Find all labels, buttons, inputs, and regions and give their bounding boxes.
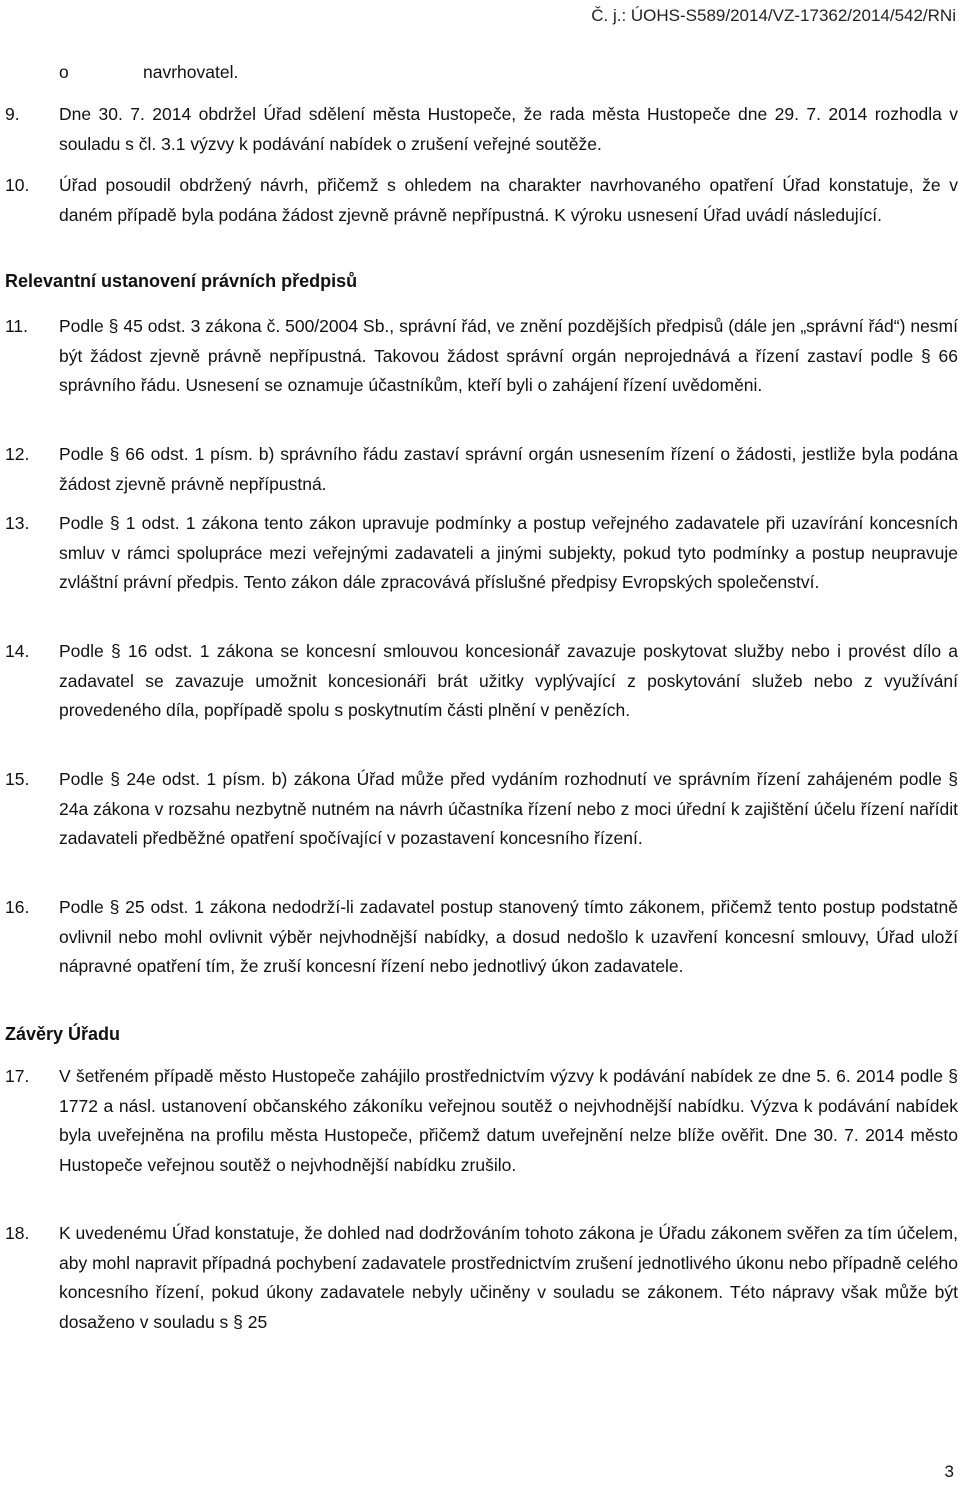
paragraph-number: 12.	[5, 444, 30, 464]
paragraph-text: Úřad posoudil obdržený návrh, přičemž s ohledem na charakter navrhovaného opatření Úřad konstatuje, že v daném případě byla podána žádost zjevně právně nepřípustná. K výroku usnesení Úřad uvádí následující.	[59, 175, 958, 225]
paragraph-14	[5, 637, 958, 726]
paragraph-number: 14.	[5, 641, 30, 661]
paragraph-number: 9.	[5, 104, 20, 124]
paragraph-text: K uvedenému Úřad konstatuje, že dohled nad dodržováním tohoto zákona je Úřadu zákonem svěřen za tím účelem, aby mohl napravit případná pochybení zadavatele prostřednictvím zrušení jednotlivého úkonu nebo případně celého koncesního řízení, pokud úkony zadavatele nebyly učiněny v souladu se zákonem. Této nápravy však může být dosaženo v souladu s § 25	[59, 1223, 958, 1332]
paragraph-number: 15.	[5, 769, 30, 789]
section-heading-relevant: Relevantní ustanovení právních předpisů	[5, 271, 358, 291]
case-reference: Č. j.: ÚOHS-S589/2014/VZ-17362/2014/542/RNi	[591, 6, 956, 25]
bullet-text: navrhovatel.	[143, 62, 239, 82]
paragraph-number: 18.	[5, 1223, 30, 1243]
paragraph-number: 11.	[5, 316, 29, 336]
paragraph-number: 10.	[5, 175, 30, 195]
paragraph-text: Podle § 25 odst. 1 zákona nedodrží-li zadavatel postup stanovený tímto zákonem, přičemž tento postup podstatně ovlivnil nebo mohl ovlivnit výběr nejvhodnější nabídky, a dosud nedošlo k uzavření koncesní smlouvy, Úřad uloží nápravné opatření tím, že zruší koncesní řízení nebo jednotlivý úkon zadavatele.	[59, 897, 958, 976]
paragraph-text: Podle § 66 odst. 1 písm. b) správního řádu zastaví správní orgán usnesením řízení o žádosti, jestliže byla podána žádost zjevně právně nepřípustná.	[59, 444, 958, 494]
paragraph-text: Podle § 24e odst. 1 písm. b) zákona Úřad může před vydáním rozhodnutí ve správním řízení zahájeném podle § 24a zákona v rozsahu nezbytně nutném na návrh účastníka řízení nebo z moci úřední k zajištění účelu řízení nařídit zadavateli předběžné opatření spočívající v pozastavení koncesního řízení.	[59, 769, 958, 848]
paragraph-text: Dne 30. 7. 2014 obdržel Úřad sdělení města Hustopeče, že rada města Hustopeče dne 29. 7. 2014 rozhodla v souladu s čl. 3.1 výzvy k podávání nabídek o zrušení veřejné soutěže.	[59, 104, 958, 154]
paragraph-17	[5, 1062, 958, 1180]
paragraph-13	[5, 509, 958, 598]
paragraph-9	[5, 100, 958, 159]
paragraph-12	[5, 440, 958, 499]
bullet-item	[5, 62, 238, 83]
page-number: 3	[944, 1462, 954, 1481]
section-heading-conclusions: Závěry Úřadu	[5, 1024, 121, 1044]
paragraph-number: 13.	[5, 513, 30, 533]
paragraph-number: 16.	[5, 897, 30, 917]
paragraph-text: Podle § 16 odst. 1 zákona se koncesní smlouvou koncesionář zavazuje poskytovat služby nebo i provést dílo a zadavatel se zavazuje umožnit koncesionáři brát užitky vyplývající z poskytování služeb nebo z využívání provedeného díla, popřípadě spolu s poskytnutím části plnění v penězích.	[59, 641, 958, 720]
paragraph-18	[5, 1219, 958, 1337]
paragraph-16	[5, 893, 958, 982]
paragraph-15	[5, 765, 958, 854]
paragraph-number: 17.	[5, 1066, 30, 1086]
bullet-marker: o	[59, 62, 69, 82]
paragraph-text: Podle § 45 odst. 3 zákona č. 500/2004 Sb., správní řád, ve znění pozdějších předpisů (dále jen „správní řád“) nesmí být žádost zjevně právně nepřípustná. Takovou žádost správní orgán neprojednává a řízení zastaví podle § 66 správního řádu. Usnesení se oznamuje účastníkům, kteří byli o zahájení řízení uvědoměni.	[59, 316, 958, 395]
paragraph-11	[5, 312, 958, 401]
paragraph-text: V šetřeném případě město Hustopeče zahájilo prostřednictvím výzvy k podávání nabídek ze dne 5. 6. 2014 podle § 1772 a násl. ustanovení občanského zákoníku veřejnou soutěž o nejvhodnější nabídku. Výzva k podávání nabídek byla uveřejněna na profilu města Hustopeče, přičemž datum uveřejnění nelze blíže ověřit. Dne 30. 7. 2014 město Hustopeče veřejnou soutěž o nejvhodnější nabídku zrušilo.	[59, 1066, 958, 1175]
paragraph-10	[5, 171, 958, 230]
paragraph-text: Podle § 1 odst. 1 zákona tento zákon upravuje podmínky a postup veřejného zadavatele při uzavírání koncesních smluv v rámci spolupráce mezi veřejnými zadavateli a jinými subjekty, pokud tyto podmínky a postup neupravuje zvláštní právní předpis. Tento zákon dále zpracovává příslušné předpisy Evropských společenství.	[59, 513, 958, 592]
